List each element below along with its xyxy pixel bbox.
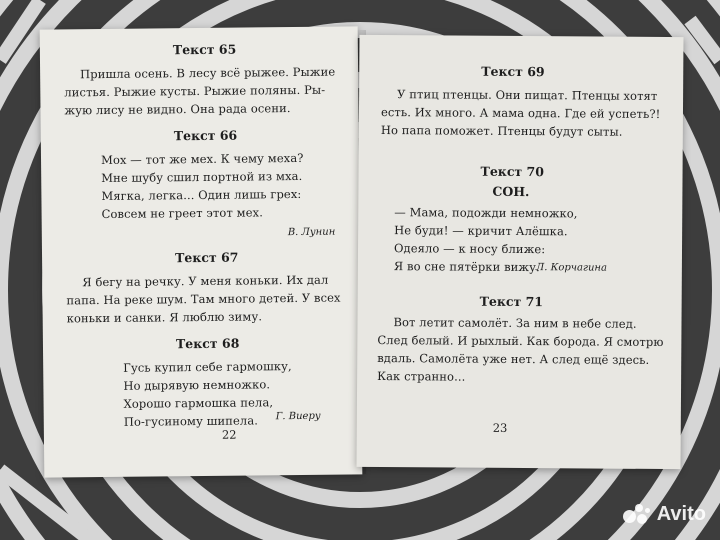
text-70-line: — Мама, подожди немножко, — [394, 205, 578, 221]
text-68-line: Но дырявую немножко. — [123, 377, 271, 393]
text-71-line: Как странно... — [377, 369, 466, 384]
text-71-line: Вот летит самолёт. За ним в небе след. — [393, 315, 637, 331]
text-66-line: Совсем не греет этот мех. — [101, 205, 263, 222]
text-71-title: Текст 71 — [479, 293, 544, 310]
text-66-line: Мох — тот же мех. К чему меха? — [100, 150, 304, 168]
text-67-line: коньки и санки. Я люблю зиму. — [66, 309, 263, 326]
text-66-author: В. Лунин — [287, 226, 336, 239]
text-65-line: Пришла осень. В лесу всё рыжее. Рыжие — [80, 64, 336, 82]
text-71-line: вдаль. Самолёта уже нет. А след ещё здесь. — [377, 351, 650, 367]
text-69-line: есть. Их много. А мама одна. Где ей успеть?! — [380, 105, 661, 121]
text-66-line: Мне шубу сшил портной из мха. — [101, 168, 303, 186]
text-65-line: жую лису не видно. Она рада осени. — [64, 101, 291, 118]
text-70-line: Не буди! — кричит Алёшка. — [394, 223, 568, 239]
avito-watermark-text: Avito — [656, 502, 706, 525]
text-66-line: Мягка, легка... Один лишь грех: — [101, 186, 302, 204]
avito-logo-icon — [623, 502, 651, 526]
text-67-line: папа. На реке шум. Там много детей. У всех — [66, 290, 341, 308]
text-69-title: Текст 69 — [481, 63, 545, 80]
text-67-title: Текст 67 — [174, 249, 239, 266]
page-number: 22 — [221, 427, 237, 442]
text-68-line: Гусь купил себе гармошку, — [123, 359, 292, 375]
text-71-line: След белый. И рыхлый. Как борода. Я смотрю — [377, 333, 664, 350]
text-65-title: Текст 65 — [172, 41, 237, 58]
text-66-title: Текст 66 — [173, 127, 238, 144]
right-page — [356, 35, 683, 469]
text-70-line: Я во сне пятёрки вижу. — [393, 259, 540, 275]
text-69-line: У птиц птенцы. Они пищат. Птенцы хотят — [397, 87, 658, 103]
text-68-author: Г. Виеру — [275, 410, 321, 423]
text-65-line: листья. Рыжие кусты. Рыжие поляны. Ры- — [64, 82, 326, 100]
text-70-line: Одеяло — к носу ближе: — [393, 241, 546, 257]
text-68-line: Хорошо гармошка пела, — [123, 395, 274, 411]
page-number: 23 — [492, 420, 508, 435]
text-69-line: Но папа поможет. Птенцы будут сыты. — [380, 123, 623, 139]
text-68-title: Текст 68 — [175, 335, 240, 352]
text-68-line: По-гусиному шипела. — [123, 413, 259, 429]
avito-watermark — [623, 502, 706, 526]
text-67-line: Я бегу на речку. У меня коньки. Их дал — [82, 272, 329, 290]
text-70-title: Текст 70 — [480, 163, 545, 180]
text-70-author: Л. Корчагина — [535, 262, 608, 274]
text-70-subtitle: СОН. — [492, 183, 530, 200]
left-page — [40, 26, 363, 477]
